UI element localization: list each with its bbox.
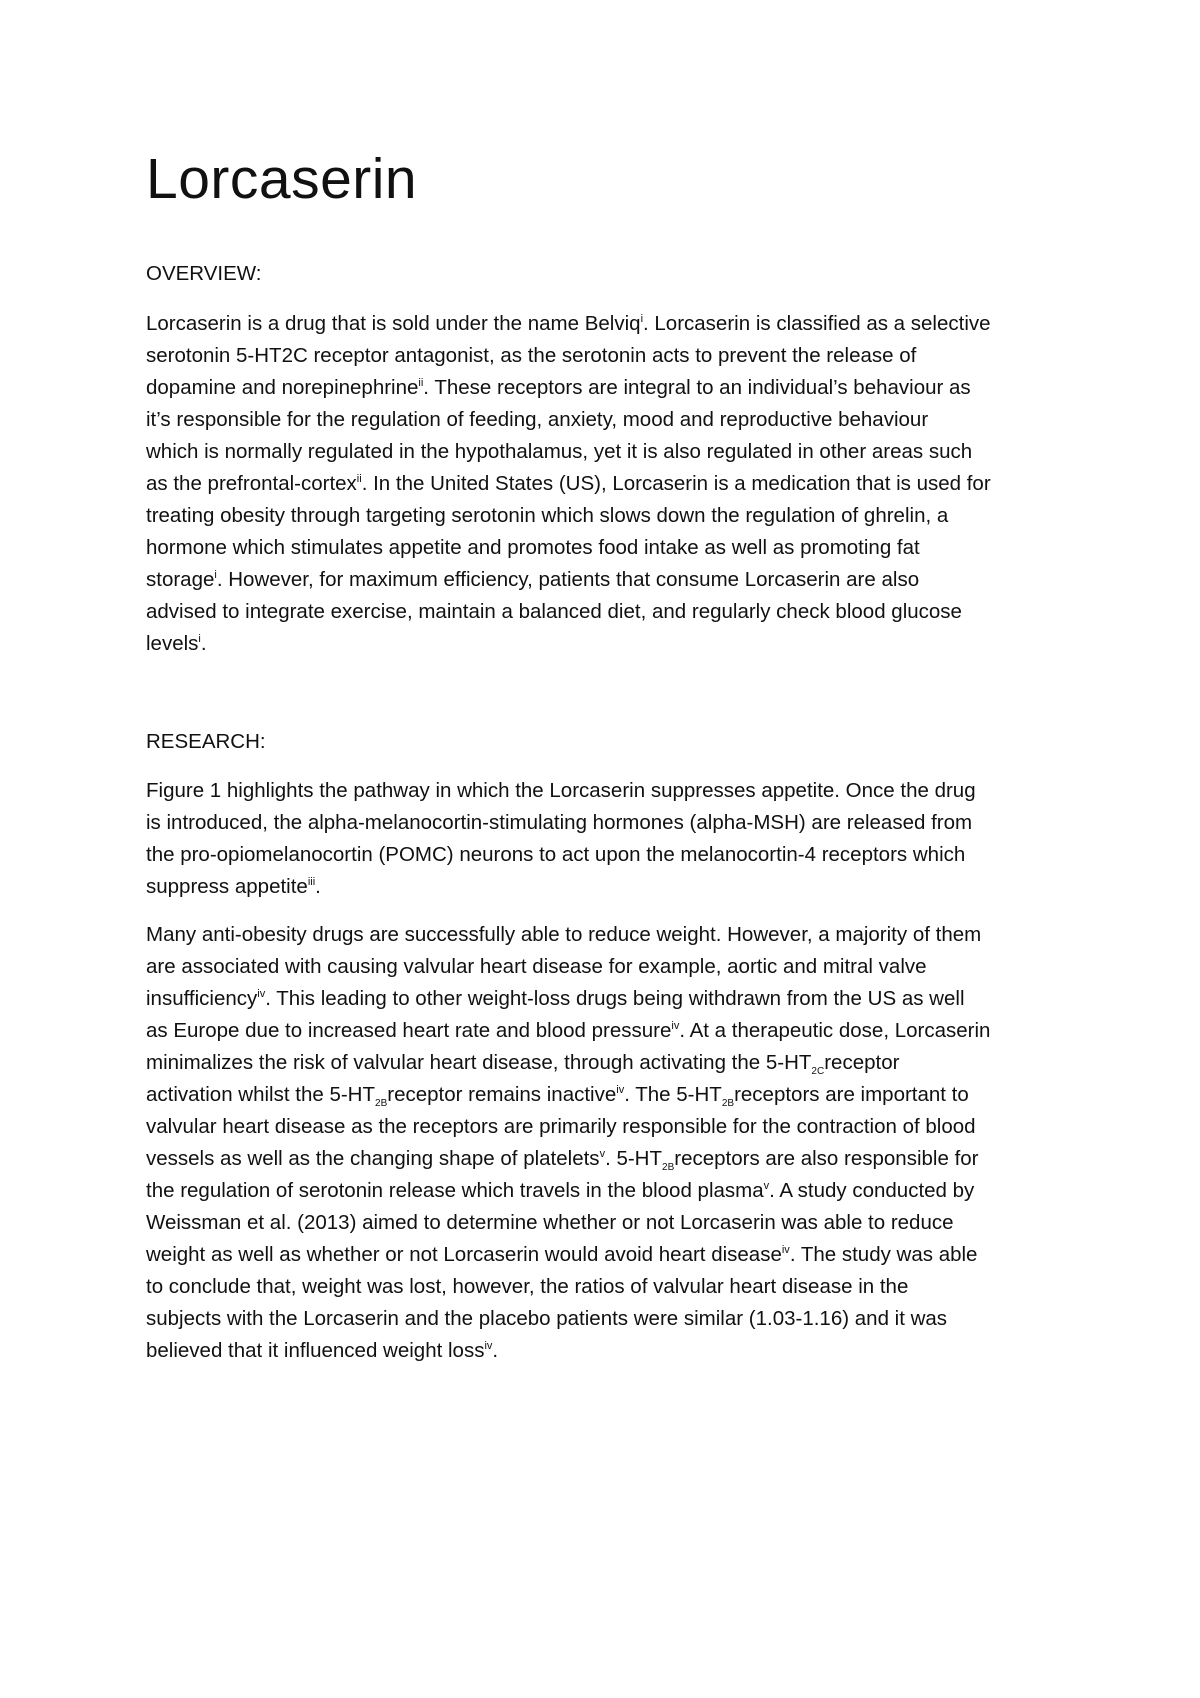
text-run: serotonin 5-HT2C receptor antagonist, as the serotonin acts to prevent the release of xyxy=(146,344,917,367)
text-run: insufficiency xyxy=(146,987,258,1010)
text-run: receptor remains inactive xyxy=(387,1083,617,1106)
text-run: . xyxy=(492,1339,499,1362)
text-run: . A study conducted by xyxy=(769,1179,975,1202)
text-line xyxy=(146,807,1066,839)
text-line xyxy=(146,1143,1066,1175)
overview-heading: OVERVIEW: xyxy=(146,262,262,285)
text-line xyxy=(146,1111,1066,1143)
text-line xyxy=(146,532,1066,564)
text-line xyxy=(146,839,1066,871)
text-run: advised to integrate exercise, maintain a balanced diet, and regularly check blood glucose xyxy=(146,600,962,623)
text-line xyxy=(146,308,1066,340)
text-line xyxy=(146,564,1066,596)
receptor-subscript: 2B xyxy=(375,1098,388,1110)
text-run: vessels as well as the changing shape of platelets xyxy=(146,1147,600,1170)
text-line xyxy=(146,500,1066,532)
text-run: . xyxy=(315,875,321,898)
research-paragraph-2 xyxy=(146,919,1066,1367)
text-run: receptors are important to xyxy=(734,1083,969,1106)
text-run: activation whilst the 5-HT xyxy=(146,1083,376,1106)
text-run: hormone which stimulates appetite and promotes food intake as well as promoting fat xyxy=(146,536,920,559)
citation-superscript: v xyxy=(763,1180,770,1193)
citation-superscript: v xyxy=(599,1148,606,1161)
text-line xyxy=(146,951,1066,983)
citation-superscript: iv xyxy=(484,1340,493,1353)
text-run: . The study was able xyxy=(789,1243,978,1266)
text-run: minimalizes the risk of valvular heart disease, through activating the 5-HT xyxy=(146,1051,812,1074)
text-line xyxy=(146,340,1066,372)
text-run: treating obesity through targeting serotonin which slows down the regulation of ghrelin, a xyxy=(146,504,949,527)
text-line xyxy=(146,871,1066,903)
text-run: the regulation of serotonin release which travels in the blood plasma xyxy=(146,1179,764,1202)
citation-superscript: iii xyxy=(307,876,316,889)
document-title: Lorcaserin xyxy=(146,147,418,211)
overview-paragraph xyxy=(146,308,1066,660)
citation-superscript: ii xyxy=(356,473,362,486)
text-line xyxy=(146,983,1066,1015)
text-run: as Europe due to increased heart rate and blood pressure xyxy=(146,1019,672,1042)
text-line xyxy=(146,436,1066,468)
text-run: weight as well as whether or not Lorcaserin would avoid heart disease xyxy=(146,1243,782,1266)
citation-superscript: i xyxy=(214,569,217,582)
text-line xyxy=(146,1239,1066,1271)
text-run: levels xyxy=(146,632,199,655)
text-run: . In the United States (US), Lorcaserin is a medication that is used for xyxy=(361,472,991,495)
text-line xyxy=(146,775,1066,807)
text-run: suppress appetite xyxy=(146,875,308,898)
text-run: . This leading to other weight-loss drugs being withdrawn from the US as well xyxy=(265,987,965,1010)
citation-superscript: iv xyxy=(616,1084,625,1097)
receptor-subscript: 2C xyxy=(811,1066,825,1078)
text-run: to conclude that, weight was lost, however, the ratios of valvular heart disease in the xyxy=(146,1275,909,1298)
text-run: . However, for maximum efficiency, patients that consume Lorcaserin are also xyxy=(216,568,920,591)
text-run: Figure 1 highlights the pathway in which the Lorcaserin suppresses appetite. Once the drug xyxy=(146,779,976,802)
text-line xyxy=(146,1175,1066,1207)
text-run: dopamine and norepinephrine xyxy=(146,376,419,399)
text-line xyxy=(146,596,1066,628)
text-run: . Lorcaserin is classified as a selective xyxy=(643,312,991,335)
citation-superscript: i xyxy=(198,633,201,646)
text-line xyxy=(146,404,1066,436)
text-run: . These receptors are integral to an individual’s behaviour as xyxy=(423,376,971,399)
text-run: subjects with the Lorcaserin and the placebo patients were similar (1.03-1.16) and it was xyxy=(146,1307,948,1330)
text-run: is introduced, the alpha-melanocortin-stimulating hormones (alpha-MSH) are released from xyxy=(146,811,973,834)
receptor-subscript: 2B xyxy=(721,1098,735,1110)
text-run: Lorcaserin is a drug that is sold under the name Belviq xyxy=(146,312,641,335)
text-line xyxy=(146,628,1066,660)
text-line xyxy=(146,919,1066,951)
text-run: . 5-HT xyxy=(605,1147,663,1170)
research-heading: RESEARCH: xyxy=(146,730,266,753)
text-run: . At a therapeutic dose, Lorcaserin xyxy=(679,1019,991,1042)
text-line xyxy=(146,1303,1066,1335)
text-line xyxy=(146,468,1066,500)
text-run: Weissman et al. (2013) aimed to determine whether or not Lorcaserin was able to reduce xyxy=(146,1211,954,1234)
text-run: the pro-opiomelanocortin (POMC) neurons to act upon the melanocortin-4 receptors which xyxy=(146,843,966,866)
text-line xyxy=(146,372,1066,404)
text-line xyxy=(146,1271,1066,1303)
citation-superscript: ii xyxy=(418,377,424,390)
text-run: Many anti-obesity drugs are successfully able to reduce weight. However, a majority of them xyxy=(146,923,982,946)
text-run: as the prefrontal-cortex xyxy=(146,472,357,495)
text-run: believed that it influenced weight loss xyxy=(146,1339,485,1362)
text-line xyxy=(146,1207,1066,1239)
text-run: valvular heart disease as the receptors are primarily responsible for the contraction of blood xyxy=(146,1115,976,1138)
citation-superscript: iv xyxy=(781,1244,790,1257)
text-line xyxy=(146,1015,1066,1047)
text-run: storage xyxy=(146,568,215,591)
research-paragraph-1 xyxy=(146,775,1066,903)
text-line xyxy=(146,1335,1066,1367)
text-run: . xyxy=(200,632,207,655)
receptor-subscript: 2B xyxy=(662,1162,675,1174)
text-run: receptor xyxy=(824,1051,900,1074)
text-run: which is normally regulated in the hypothalamus, yet it is also regulated in other areas such xyxy=(146,440,973,463)
text-run: . The 5-HT xyxy=(624,1083,722,1106)
text-line xyxy=(146,1079,1066,1111)
text-run: are associated with causing valvular heart disease for example, aortic and mitral valve xyxy=(146,955,927,978)
text-run: it’s responsible for the regulation of feeding, anxiety, mood and reproductive behaviour xyxy=(146,408,929,431)
citation-superscript: iv xyxy=(671,1020,680,1033)
citation-superscript: iv xyxy=(257,988,266,1001)
text-line xyxy=(146,1047,1066,1079)
citation-superscript: i xyxy=(640,313,644,326)
text-run: receptors are also responsible for xyxy=(674,1147,979,1170)
